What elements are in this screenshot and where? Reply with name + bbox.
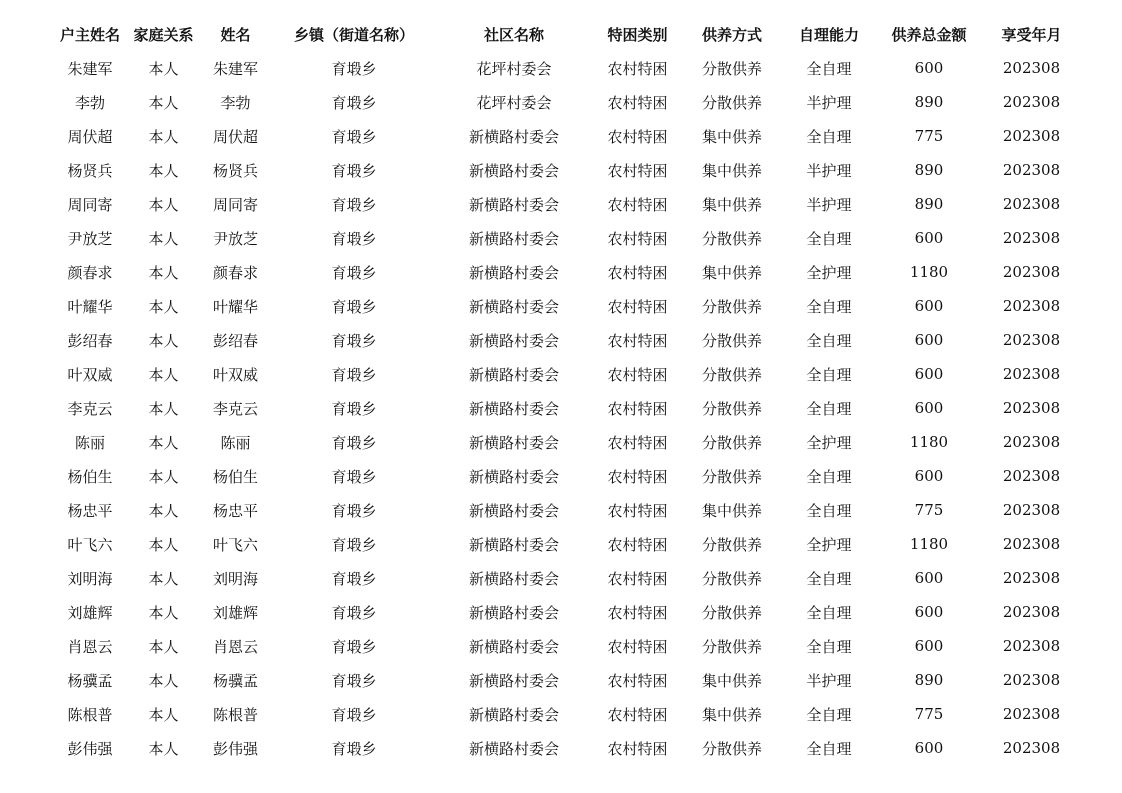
- header-amount: 供养总金额: [891, 25, 967, 44]
- cell-relation: 本人: [148, 637, 179, 656]
- cell-community: 新横路村委会: [468, 739, 559, 758]
- cell-support-mode: 集中供养: [701, 671, 762, 690]
- cell-relation: 本人: [148, 331, 179, 350]
- cell-township: 育塅乡: [331, 365, 377, 384]
- cell-name: 杨骥孟: [212, 671, 258, 690]
- cell-relation: 本人: [148, 365, 179, 384]
- cell-amount: 775: [914, 705, 944, 723]
- cell-category: 农村特困: [607, 365, 668, 384]
- cell-household-head: 杨骥孟: [67, 671, 113, 690]
- cell-self-care: 半护理: [806, 161, 852, 180]
- cell-category: 农村特困: [607, 705, 668, 724]
- cell-name: 陈根普: [212, 705, 258, 724]
- cell-community: 新横路村委会: [468, 501, 559, 520]
- cell-amount: 600: [914, 59, 944, 77]
- cell-township: 育塅乡: [331, 93, 377, 112]
- cell-support-mode: 分散供养: [701, 331, 762, 350]
- cell-household-head: 刘明海: [67, 569, 113, 588]
- header-support-mode: 供养方式: [701, 25, 762, 44]
- cell-amount: 775: [914, 501, 944, 519]
- cell-category: 农村特困: [607, 501, 668, 520]
- cell-year-month: 202308: [1002, 93, 1061, 111]
- cell-support-mode: 分散供养: [701, 229, 762, 248]
- cell-name: 颜春求: [212, 263, 258, 282]
- cell-year-month: 202308: [1002, 637, 1061, 655]
- cell-household-head: 叶耀华: [67, 297, 113, 316]
- cell-name: 彭绍春: [212, 331, 258, 350]
- cell-year-month: 202308: [1002, 297, 1061, 315]
- cell-household-head: 周同寄: [67, 195, 113, 214]
- header-community: 社区名称: [483, 25, 544, 44]
- cell-community: 新横路村委会: [468, 569, 559, 588]
- cell-relation: 本人: [148, 59, 179, 78]
- cell-self-care: 全自理: [806, 127, 852, 146]
- cell-relation: 本人: [148, 93, 179, 112]
- cell-name: 叶耀华: [212, 297, 258, 316]
- cell-category: 农村特困: [607, 433, 668, 452]
- cell-support-mode: 分散供养: [701, 433, 762, 452]
- cell-self-care: 全自理: [806, 739, 852, 758]
- cell-community: 新横路村委会: [468, 331, 559, 350]
- header-relation: 家庭关系: [133, 25, 194, 44]
- cell-support-mode: 分散供养: [701, 297, 762, 316]
- cell-household-head: 彭绍春: [67, 331, 113, 350]
- cell-category: 农村特困: [607, 297, 668, 316]
- cell-household-head: 李勃: [74, 93, 105, 112]
- cell-township: 育塅乡: [331, 739, 377, 758]
- cell-amount: 1180: [909, 263, 949, 281]
- cell-support-mode: 集中供养: [701, 161, 762, 180]
- cell-year-month: 202308: [1002, 433, 1061, 451]
- cell-support-mode: 分散供养: [701, 535, 762, 554]
- cell-self-care: 全自理: [806, 399, 852, 418]
- cell-amount: 600: [914, 365, 944, 383]
- cell-relation: 本人: [148, 399, 179, 418]
- relief-roster-table: [50, 17, 1080, 765]
- cell-category: 农村特困: [607, 331, 668, 350]
- table-row: [50, 663, 1080, 697]
- cell-township: 育塅乡: [331, 195, 377, 214]
- cell-community: 花坪村委会: [476, 93, 552, 112]
- cell-community: 新横路村委会: [468, 127, 559, 146]
- cell-support-mode: 分散供养: [701, 365, 762, 384]
- cell-community: 新横路村委会: [468, 705, 559, 724]
- table-row: [50, 119, 1080, 153]
- cell-category: 农村特困: [607, 161, 668, 180]
- cell-relation: 本人: [148, 161, 179, 180]
- cell-name: 刘明海: [212, 569, 258, 588]
- cell-amount: 600: [914, 637, 944, 655]
- cell-township: 育塅乡: [331, 637, 377, 656]
- table-row: [50, 357, 1080, 391]
- cell-category: 农村特困: [607, 59, 668, 78]
- cell-relation: 本人: [148, 127, 179, 146]
- cell-community: 新横路村委会: [468, 671, 559, 690]
- cell-township: 育塅乡: [331, 535, 377, 554]
- cell-category: 农村特困: [607, 127, 668, 146]
- table-row: [50, 527, 1080, 561]
- cell-self-care: 全自理: [806, 569, 852, 588]
- cell-township: 育塅乡: [331, 705, 377, 724]
- cell-year-month: 202308: [1002, 501, 1061, 519]
- cell-self-care: 全自理: [806, 59, 852, 78]
- cell-self-care: 全自理: [806, 705, 852, 724]
- cell-township: 育塅乡: [331, 467, 377, 486]
- cell-year-month: 202308: [1002, 671, 1061, 689]
- cell-self-care: 全自理: [806, 501, 852, 520]
- cell-amount: 890: [914, 671, 944, 689]
- cell-self-care: 全自理: [806, 467, 852, 486]
- cell-amount: 600: [914, 399, 944, 417]
- cell-household-head: 杨贤兵: [67, 161, 113, 180]
- table-row: [50, 731, 1080, 765]
- cell-category: 农村特困: [607, 637, 668, 656]
- cell-support-mode: 分散供养: [701, 399, 762, 418]
- cell-category: 农村特困: [607, 569, 668, 588]
- cell-relation: 本人: [148, 603, 179, 622]
- cell-household-head: 颜春求: [67, 263, 113, 282]
- cell-category: 农村特困: [607, 399, 668, 418]
- cell-support-mode: 分散供养: [701, 739, 762, 758]
- cell-community: 花坪村委会: [476, 59, 552, 78]
- cell-community: 新横路村委会: [468, 229, 559, 248]
- cell-category: 农村特困: [607, 195, 668, 214]
- cell-amount: 600: [914, 739, 944, 757]
- cell-household-head: 彭伟强: [67, 739, 113, 758]
- cell-name: 周同寄: [212, 195, 258, 214]
- cell-support-mode: 集中供养: [701, 263, 762, 282]
- table-row: [50, 153, 1080, 187]
- cell-township: 育塅乡: [331, 671, 377, 690]
- cell-township: 育塅乡: [331, 297, 377, 316]
- cell-township: 育塅乡: [331, 501, 377, 520]
- cell-amount: 600: [914, 229, 944, 247]
- cell-year-month: 202308: [1002, 739, 1061, 757]
- cell-household-head: 刘雄辉: [67, 603, 113, 622]
- cell-name: 李勃: [220, 93, 251, 112]
- cell-year-month: 202308: [1002, 535, 1061, 553]
- cell-community: 新横路村委会: [468, 467, 559, 486]
- cell-support-mode: 集中供养: [701, 501, 762, 520]
- cell-self-care: 半护理: [806, 671, 852, 690]
- cell-name: 李克云: [212, 399, 258, 418]
- cell-amount: 775: [914, 127, 944, 145]
- cell-support-mode: 分散供养: [701, 467, 762, 486]
- cell-category: 农村特困: [607, 671, 668, 690]
- cell-year-month: 202308: [1002, 569, 1061, 587]
- header-self-care: 自理能力: [798, 25, 859, 44]
- cell-self-care: 全自理: [806, 603, 852, 622]
- header-category: 特困类别: [607, 25, 668, 44]
- cell-self-care: 全自理: [806, 229, 852, 248]
- cell-year-month: 202308: [1002, 467, 1061, 485]
- cell-relation: 本人: [148, 467, 179, 486]
- table-header: [50, 17, 1080, 51]
- cell-year-month: 202308: [1002, 229, 1061, 247]
- cell-community: 新横路村委会: [468, 637, 559, 656]
- cell-amount: 890: [914, 161, 944, 179]
- cell-support-mode: 集中供养: [701, 127, 762, 146]
- table-row: [50, 255, 1080, 289]
- cell-household-head: 杨伯生: [67, 467, 113, 486]
- cell-self-care: 全自理: [806, 331, 852, 350]
- table-row: [50, 323, 1080, 357]
- cell-household-head: 杨忠平: [67, 501, 113, 520]
- cell-self-care: 全自理: [806, 637, 852, 656]
- cell-household-head: 尹放芝: [67, 229, 113, 248]
- table-body: [50, 51, 1080, 765]
- table-row: [50, 289, 1080, 323]
- header-household-head: 户主姓名: [59, 25, 120, 44]
- table-row: [50, 629, 1080, 663]
- cell-support-mode: 分散供养: [701, 59, 762, 78]
- cell-amount: 1180: [909, 433, 949, 451]
- cell-community: 新横路村委会: [468, 161, 559, 180]
- cell-amount: 600: [914, 603, 944, 621]
- cell-household-head: 周伏超: [67, 127, 113, 146]
- cell-township: 育塅乡: [331, 59, 377, 78]
- cell-township: 育塅乡: [331, 399, 377, 418]
- cell-self-care: 全护理: [806, 263, 852, 282]
- cell-name: 朱建军: [212, 59, 258, 78]
- cell-category: 农村特困: [607, 739, 668, 758]
- header-township: 乡镇（街道名称）: [293, 25, 414, 44]
- cell-community: 新横路村委会: [468, 433, 559, 452]
- cell-amount: 1180: [909, 535, 949, 553]
- cell-relation: 本人: [148, 433, 179, 452]
- table-row: [50, 391, 1080, 425]
- cell-amount: 890: [914, 93, 944, 111]
- cell-year-month: 202308: [1002, 331, 1061, 349]
- cell-year-month: 202308: [1002, 195, 1061, 213]
- cell-name: 杨伯生: [212, 467, 258, 486]
- cell-household-head: 陈丽: [74, 433, 105, 452]
- cell-name: 周伏超: [212, 127, 258, 146]
- table-row: [50, 459, 1080, 493]
- table-row: [50, 561, 1080, 595]
- cell-year-month: 202308: [1002, 365, 1061, 383]
- cell-township: 育塅乡: [331, 229, 377, 248]
- cell-year-month: 202308: [1002, 263, 1061, 281]
- cell-year-month: 202308: [1002, 603, 1061, 621]
- table-row: [50, 187, 1080, 221]
- cell-township: 育塅乡: [331, 569, 377, 588]
- cell-relation: 本人: [148, 569, 179, 588]
- cell-community: 新横路村委会: [468, 365, 559, 384]
- cell-amount: 600: [914, 331, 944, 349]
- cell-community: 新横路村委会: [468, 535, 559, 554]
- cell-support-mode: 分散供养: [701, 603, 762, 622]
- cell-category: 农村特困: [607, 467, 668, 486]
- cell-name: 杨贤兵: [212, 161, 258, 180]
- cell-year-month: 202308: [1002, 59, 1061, 77]
- table-row: [50, 85, 1080, 119]
- cell-amount: 600: [914, 467, 944, 485]
- cell-relation: 本人: [148, 229, 179, 248]
- cell-relation: 本人: [148, 195, 179, 214]
- cell-relation: 本人: [148, 535, 179, 554]
- cell-relation: 本人: [148, 739, 179, 758]
- cell-household-head: 朱建军: [67, 59, 113, 78]
- cell-name: 肖恩云: [212, 637, 258, 656]
- cell-year-month: 202308: [1002, 705, 1061, 723]
- cell-self-care: 半护理: [806, 195, 852, 214]
- cell-relation: 本人: [148, 297, 179, 316]
- cell-category: 农村特困: [607, 229, 668, 248]
- cell-year-month: 202308: [1002, 127, 1061, 145]
- table-row: [50, 221, 1080, 255]
- cell-support-mode: 集中供养: [701, 705, 762, 724]
- cell-support-mode: 集中供养: [701, 195, 762, 214]
- cell-name: 陈丽: [220, 433, 251, 452]
- cell-support-mode: 分散供养: [701, 93, 762, 112]
- cell-household-head: 肖恩云: [67, 637, 113, 656]
- table-row: [50, 493, 1080, 527]
- table-row: [50, 51, 1080, 85]
- cell-year-month: 202308: [1002, 161, 1061, 179]
- cell-township: 育塅乡: [331, 331, 377, 350]
- cell-year-month: 202308: [1002, 399, 1061, 417]
- cell-household-head: 李克云: [67, 399, 113, 418]
- cell-relation: 本人: [148, 705, 179, 724]
- cell-township: 育塅乡: [331, 161, 377, 180]
- table-row: [50, 697, 1080, 731]
- header-row: [50, 17, 1080, 51]
- cell-township: 育塅乡: [331, 433, 377, 452]
- cell-household-head: 叶双威: [67, 365, 113, 384]
- cell-community: 新横路村委会: [468, 603, 559, 622]
- cell-category: 农村特困: [607, 535, 668, 554]
- cell-name: 尹放芝: [212, 229, 258, 248]
- cell-name: 杨忠平: [212, 501, 258, 520]
- cell-category: 农村特困: [607, 263, 668, 282]
- header-name: 姓名: [220, 25, 251, 44]
- cell-relation: 本人: [148, 263, 179, 282]
- cell-support-mode: 分散供养: [701, 569, 762, 588]
- cell-amount: 600: [914, 297, 944, 315]
- cell-household-head: 叶飞六: [67, 535, 113, 554]
- cell-amount: 600: [914, 569, 944, 587]
- cell-self-care: 全自理: [806, 365, 852, 384]
- cell-household-head: 陈根普: [67, 705, 113, 724]
- cell-self-care: 全自理: [806, 297, 852, 316]
- cell-name: 叶飞六: [212, 535, 258, 554]
- cell-relation: 本人: [148, 671, 179, 690]
- cell-name: 刘雄辉: [212, 603, 258, 622]
- cell-community: 新横路村委会: [468, 195, 559, 214]
- cell-name: 彭伟强: [212, 739, 258, 758]
- header-year-month: 享受年月: [1001, 25, 1062, 44]
- cell-amount: 890: [914, 195, 944, 213]
- cell-self-care: 全护理: [806, 433, 852, 452]
- cell-support-mode: 分散供养: [701, 637, 762, 656]
- cell-township: 育塅乡: [331, 127, 377, 146]
- table-row: [50, 595, 1080, 629]
- cell-township: 育塅乡: [331, 263, 377, 282]
- table-row: [50, 425, 1080, 459]
- cell-self-care: 全护理: [806, 535, 852, 554]
- cell-community: 新横路村委会: [468, 297, 559, 316]
- cell-name: 叶双威: [212, 365, 258, 384]
- cell-community: 新横路村委会: [468, 263, 559, 282]
- cell-category: 农村特困: [607, 603, 668, 622]
- cell-relation: 本人: [148, 501, 179, 520]
- cell-community: 新横路村委会: [468, 399, 559, 418]
- cell-self-care: 半护理: [806, 93, 852, 112]
- cell-category: 农村特困: [607, 93, 668, 112]
- cell-township: 育塅乡: [331, 603, 377, 622]
